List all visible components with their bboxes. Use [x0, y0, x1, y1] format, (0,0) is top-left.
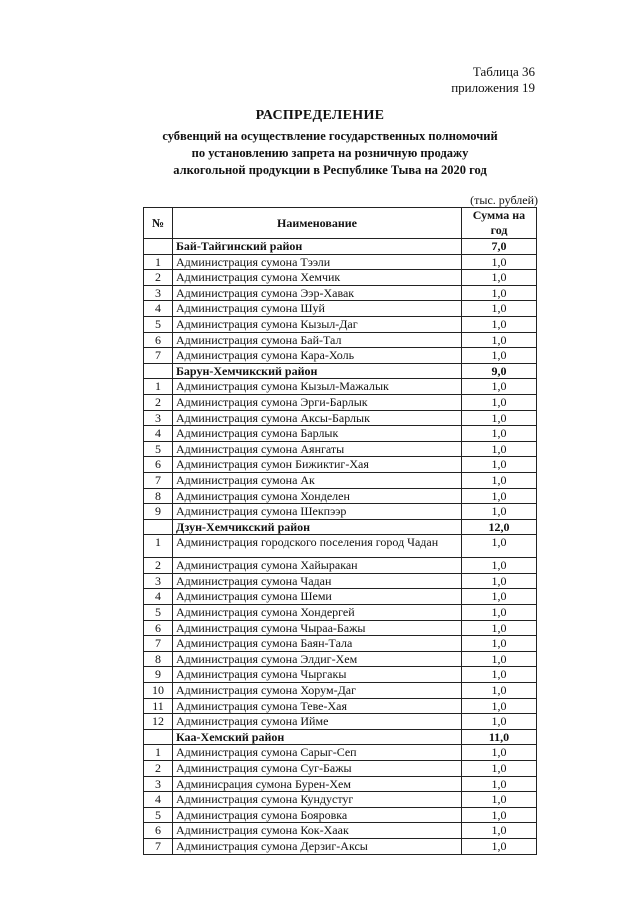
table-row	[144, 301, 537, 317]
table-row	[144, 792, 537, 808]
row-number: 6	[144, 620, 173, 636]
row-sum: 1,0	[462, 823, 537, 839]
table-row	[144, 620, 537, 636]
row-number: 1	[144, 745, 173, 761]
row-number: 12	[144, 714, 173, 730]
row-sum: 1,0	[462, 558, 537, 574]
table-row	[144, 410, 537, 426]
table-row	[144, 472, 537, 488]
row-name: Администрация сумона Чыргакы	[173, 667, 462, 683]
table-row	[144, 270, 537, 286]
row-sum: 11,0	[462, 729, 537, 745]
row-number: 4	[144, 301, 173, 317]
table-row	[144, 698, 537, 714]
table-row	[144, 636, 537, 652]
row-sum: 1,0	[462, 535, 537, 558]
table-row	[144, 394, 537, 410]
row-sum: 1,0	[462, 792, 537, 808]
row-number: 1	[144, 254, 173, 270]
row-name: Администрация сумона Чадан	[173, 573, 462, 589]
table-row	[144, 838, 537, 854]
row-name: Администрация сумона Кызыл-Мажалык	[173, 379, 462, 395]
row-name: Администрация сумона Эрги-Барлык	[173, 394, 462, 410]
row-name: Администрация сумон Бижиктиг-Хая	[173, 457, 462, 473]
table-row	[144, 457, 537, 473]
row-sum: 1,0	[462, 348, 537, 364]
row-sum: 1,0	[462, 761, 537, 777]
row-sum: 1,0	[462, 379, 537, 395]
row-number: 11	[144, 698, 173, 714]
row-sum: 1,0	[462, 488, 537, 504]
table-ref-line2: приложения 19	[451, 80, 535, 95]
row-name: Администрация сумона Теве-Хая	[173, 698, 462, 714]
row-name: Администрация сумона Суг-Бажы	[173, 761, 462, 777]
row-name: Администрация сумона Кок-Хаак	[173, 823, 462, 839]
table-row	[144, 745, 537, 761]
row-name: Администрация сумона Хондергей	[173, 605, 462, 621]
row-name: Админисрация сумона Бурен-Хем	[173, 776, 462, 792]
table-row	[144, 651, 537, 667]
row-name: Администрация сумона Хонделен	[173, 488, 462, 504]
row-name: Администрация сумона Элдиг-Хем	[173, 651, 462, 667]
row-number: 7	[144, 472, 173, 488]
table-body	[144, 239, 537, 855]
row-sum: 1,0	[462, 254, 537, 270]
row-number: 7	[144, 348, 173, 364]
table-row	[144, 761, 537, 777]
row-name: Каа-Хемский район	[173, 729, 462, 745]
column-header-name: Наименование	[173, 208, 462, 239]
row-sum: 1,0	[462, 636, 537, 652]
table-row	[144, 535, 537, 558]
row-sum: 1,0	[462, 504, 537, 520]
row-sum: 1,0	[462, 270, 537, 286]
row-name: Администрация сумона Кызыл-Даг	[173, 316, 462, 332]
row-name: Администрация городского поселения город Чадан	[173, 535, 462, 558]
row-number: 3	[144, 776, 173, 792]
table-row	[144, 488, 537, 504]
row-name: Администрация сумона Шеми	[173, 589, 462, 605]
table-row	[144, 683, 537, 699]
row-name: Администрация сумона Хайыракан	[173, 558, 462, 574]
row-name: Администрация сумона Тээли	[173, 254, 462, 270]
row-name: Администрация сумона Хорум-Даг	[173, 683, 462, 699]
row-number: 9	[144, 504, 173, 520]
row-sum: 1,0	[462, 301, 537, 317]
table-row	[144, 426, 537, 442]
row-number: 1	[144, 535, 173, 558]
row-number	[144, 519, 173, 535]
table-row	[144, 332, 537, 348]
row-sum: 1,0	[462, 683, 537, 699]
unit-label: (тыс. рублей)	[470, 193, 538, 207]
row-sum: 1,0	[462, 605, 537, 621]
row-sum: 1,0	[462, 807, 537, 823]
row-number: 6	[144, 457, 173, 473]
row-number: 2	[144, 270, 173, 286]
row-sum: 1,0	[462, 472, 537, 488]
row-name: Администрация сумона Дерзиг-Аксы	[173, 838, 462, 854]
table-row	[144, 316, 537, 332]
row-number: 2	[144, 761, 173, 777]
row-sum: 1,0	[462, 745, 537, 761]
row-number: 2	[144, 394, 173, 410]
row-sum: 1,0	[462, 573, 537, 589]
table-ref-line1: Таблица 36	[472, 64, 535, 79]
table-row	[144, 379, 537, 395]
row-number: 5	[144, 605, 173, 621]
row-number: 3	[144, 410, 173, 426]
row-sum: 1,0	[462, 667, 537, 683]
row-number: 7	[144, 636, 173, 652]
row-number: 8	[144, 651, 173, 667]
row-name: Администрация сумона Барлык	[173, 426, 462, 442]
row-sum: 1,0	[462, 426, 537, 442]
row-number: 3	[144, 573, 173, 589]
row-sum: 1,0	[462, 285, 537, 301]
distribution-table	[143, 207, 537, 855]
row-sum: 9,0	[462, 363, 537, 379]
row-number: 4	[144, 426, 173, 442]
column-header-number: №	[144, 208, 173, 239]
row-number: 3	[144, 285, 173, 301]
row-sum: 7,0	[462, 239, 537, 255]
row-sum: 1,0	[462, 589, 537, 605]
table-row	[144, 573, 537, 589]
row-name: Администрация сумона Ак	[173, 472, 462, 488]
row-name: Администрация сумона Ээр-Хавак	[173, 285, 462, 301]
table-row	[144, 558, 537, 574]
row-sum: 1,0	[462, 714, 537, 730]
row-number: 10	[144, 683, 173, 699]
row-name: Администрация сумона Аянгаты	[173, 441, 462, 457]
row-number: 5	[144, 807, 173, 823]
row-number: 9	[144, 667, 173, 683]
row-name: Администрация сумона Кара-Холь	[173, 348, 462, 364]
table-row	[144, 254, 537, 270]
table-row	[144, 667, 537, 683]
row-number	[144, 363, 173, 379]
row-number: 7	[144, 838, 173, 854]
table-row	[144, 504, 537, 520]
table-row	[144, 441, 537, 457]
table-reference	[451, 64, 535, 96]
row-name: Администрация сумона Шекпээр	[173, 504, 462, 520]
row-name: Дзун-Хемчикский район	[173, 519, 462, 535]
row-sum: 1,0	[462, 332, 537, 348]
row-name: Бай-Тайгинский район	[173, 239, 462, 255]
row-sum: 1,0	[462, 441, 537, 457]
table-row	[144, 589, 537, 605]
row-sum: 1,0	[462, 620, 537, 636]
district-row	[144, 363, 537, 379]
row-name: Администрация сумона Бай-Тал	[173, 332, 462, 348]
table-row	[144, 807, 537, 823]
table-header-row	[144, 208, 537, 239]
row-sum: 1,0	[462, 698, 537, 714]
row-name: Администрация сумона Сарыг-Сеп	[173, 745, 462, 761]
row-name: Барун-Хемчикский район	[173, 363, 462, 379]
district-row	[144, 239, 537, 255]
row-number: 6	[144, 823, 173, 839]
table-row	[144, 285, 537, 301]
row-name: Администрация сумона Чыраа-Бажы	[173, 620, 462, 636]
column-header-sum: Сумма на год	[462, 208, 537, 239]
row-sum: 1,0	[462, 316, 537, 332]
row-name: Администрация сумона Аксы-Барлык	[173, 410, 462, 426]
row-number: 5	[144, 316, 173, 332]
row-name: Администрация сумона Шуй	[173, 301, 462, 317]
table-row	[144, 776, 537, 792]
table-row	[144, 605, 537, 621]
row-sum: 12,0	[462, 519, 537, 535]
table-row	[144, 714, 537, 730]
row-name: Администрация сумона Кундустуг	[173, 792, 462, 808]
row-number: 2	[144, 558, 173, 574]
row-sum: 1,0	[462, 838, 537, 854]
row-name: Администрация сумона Хемчик	[173, 270, 462, 286]
row-sum: 1,0	[462, 776, 537, 792]
row-name: Администрация сумона Ийме	[173, 714, 462, 730]
row-number: 4	[144, 792, 173, 808]
row-sum: 1,0	[462, 651, 537, 667]
document-title: РАСПРЕДЕЛЕНИЕ	[255, 108, 385, 123]
row-name: Администрация сумона Баян-Тала	[173, 636, 462, 652]
district-row	[144, 519, 537, 535]
row-number: 4	[144, 589, 173, 605]
row-name: Администрация сумона Бояровка	[173, 807, 462, 823]
row-sum: 1,0	[462, 394, 537, 410]
row-number: 1	[144, 379, 173, 395]
table-row	[144, 348, 537, 364]
row-number: 8	[144, 488, 173, 504]
row-number	[144, 729, 173, 745]
row-number	[144, 239, 173, 255]
row-number: 6	[144, 332, 173, 348]
table-row	[144, 823, 537, 839]
document-subtitle: субвенций на осуществление государственных полномочий по установлению запрета на розничную продажу алкогольной продукции в Республике Тыва на 2020 год	[162, 129, 498, 177]
row-sum: 1,0	[462, 410, 537, 426]
row-sum: 1,0	[462, 457, 537, 473]
district-row	[144, 729, 537, 745]
row-number: 5	[144, 441, 173, 457]
